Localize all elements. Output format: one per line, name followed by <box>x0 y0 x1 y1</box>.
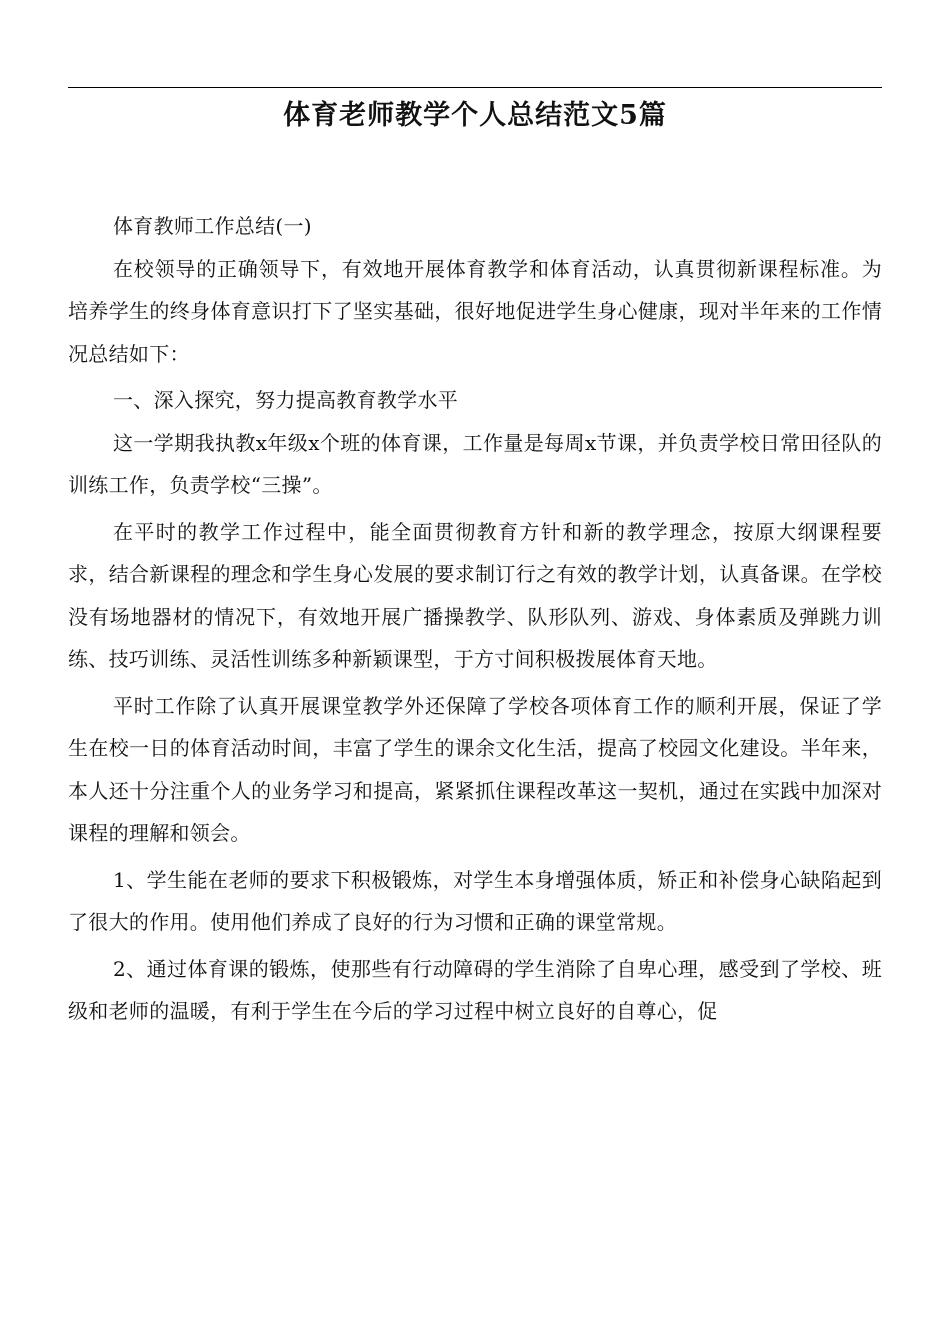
numbered-paragraph: 2、通过体育课的锻炼，使那些有行动障碍的学生消除了自卑心理，感受到了学校、班级和老师的温暖，有利于学生在今后的学习过程中树立良好的自尊心，促 <box>68 956 882 1023</box>
document-body <box>68 205 882 1037</box>
section-heading: 体育教师工作总结(一) <box>113 214 312 238</box>
paragraph: 在平时的教学工作过程中，能全面贯彻教育方针和新的教学理念，按原大纲课程要求，结合新课程的理念和学生身心发展的要求制订行之有效的教学计划，认真备课。在学校没有场地器材的情况下，有效地开展广播操教学、队形队列、游戏、身体素质及弹跳力训练、技巧训练、灵活性训练多种新颖课型，于方寸间积极拨展体育天地。 <box>68 519 882 671</box>
document-title: 体育老师教学个人总结范文5篇 <box>283 100 667 131</box>
paragraph: 在校领导的正确领导下，有效地开展体育教学和体育活动，认真贯彻新课程标准。为培养学生的终身体育意识打下了坚实基础，很好地促进学生身心健康，现对半年来的工作情况总结如下： <box>68 256 882 366</box>
paragraph: 这一学期我执教x年级x个班的体育课，工作量是每周x节课，并负责学校日常田径队的训练工作，负责学校“三操”。 <box>68 430 882 497</box>
paragraph: 平时工作除了认真开展课堂教学外还保障了学校各项体育工作的顺利开展，保证了学生在校一日的体育活动时间，丰富了学生的课余文化生活，提高了校园文化建设。半年来，本人还十分注重个人的业务学习和提高，紧紧抓住课程改革这一契机，通过在实践中加深对课程的理解和领会。 <box>68 693 882 845</box>
header-rule <box>68 87 882 88</box>
subsection-heading: 一、深入探究，努力提高教育教学水平 <box>113 388 459 412</box>
numbered-paragraph: 1、学生能在老师的要求下积极锻炼，对学生本身增强体质，矫正和补偿身心缺陷起到了很大的作用。使用他们养成了良好的行为习惯和正确的课堂常规。 <box>68 867 882 934</box>
